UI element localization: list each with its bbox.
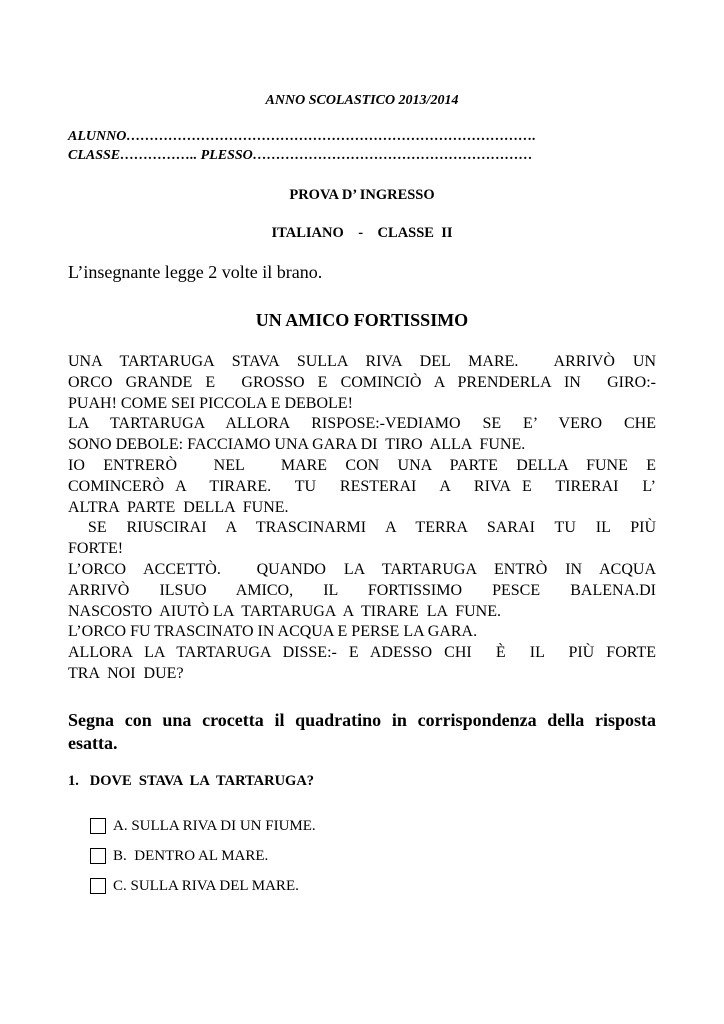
- story-title: UN AMICO FORTISSIMO: [255, 310, 469, 330]
- option-c-label: C. SULLA RIVA DEL MARE.: [113, 877, 299, 894]
- story-line: SONO DEBOLE: FACCIAMO UNA GARA DI TIRO ALLA FUNE.: [68, 436, 526, 454]
- story-line: NASCOSTO AIUTÒ LA TARTARUGA A TIRARE LA FUNE.: [68, 602, 501, 620]
- option-a-label: A. SULLA RIVA DI UN FIUME.: [113, 817, 316, 834]
- checkbox-square-icon[interactable]: [90, 818, 106, 834]
- story-line: FORTE!: [68, 540, 124, 558]
- answer-instructions: [68, 709, 656, 755]
- story-line: ALTRA PARTE DELLA FUNE.: [68, 498, 289, 516]
- story-line: COMINCERÒ A TIRARE. TU RESTERAI A RIVA E TIRERAI L’: [68, 477, 656, 495]
- story-line: PUAH! COME SEI PICCOLA E DEBOLE!: [68, 394, 353, 412]
- intro-instruction: L’insegnante legge 2 volte il brano.: [68, 262, 323, 282]
- test-subject: ITALIANO - CLASSE II: [271, 225, 453, 241]
- option-a[interactable]: [90, 815, 316, 837]
- story-line: L’ORCO ACCETTÒ. QUANDO LA TARTARUGA ENTRÒ IN ACQUA: [68, 560, 656, 578]
- story-line: ALLORA LA TARTARUGA DISSE:- E ADESSO CHI È IL PIÙ FORTE: [68, 644, 656, 662]
- story-line: L’ORCO FU TRASCINATO IN ACQUA E PERSE LA GARA.: [68, 623, 478, 641]
- checkbox-square-icon[interactable]: [90, 878, 106, 894]
- test-title: PROVA D’ INGRESSO: [289, 187, 435, 203]
- story-line: LA TARTARUGA ALLORA RISPOSE:-VEDIAMO SE E’ VERO CHE: [68, 415, 656, 433]
- instruction-line-1: Segna con una crocetta il quadratino in corrispondenza della risposta: [68, 710, 656, 730]
- checkbox-square-icon[interactable]: [90, 848, 106, 864]
- story-line: ORCO GRANDE E GROSSO E COMINCIÒ A PRENDERLA IN GIRO:-: [68, 373, 656, 391]
- option-b-label: B. DENTRO AL MARE.: [113, 847, 269, 864]
- story-line: IO ENTRERÒ NEL MARE CON UNA PARTE DELLA FUNE E: [68, 456, 656, 474]
- class-plesso-line: CLASSE…………….. PLESSO……………………………………………………: [68, 148, 533, 163]
- question-1: 1. DOVE STAVA LA TARTARUGA?: [68, 773, 315, 789]
- option-b[interactable]: [90, 845, 268, 867]
- story-line: SE RIUSCIRAI A TRASCINARMI A TERRA SARAI TU IL PIÙ: [68, 519, 656, 537]
- student-name-line: ALUNNO…………………………………………………………………………….: [68, 129, 536, 144]
- story-text: [68, 352, 656, 685]
- story-line: TRA NOI DUE?: [68, 664, 184, 682]
- instruction-line-2: esatta.: [68, 733, 118, 753]
- school-year: ANNO SCOLASTICO 2013/2014: [265, 93, 459, 108]
- option-c[interactable]: [90, 875, 299, 897]
- story-line: UNA TARTARUGA STAVA SULLA RIVA DEL MARE. ARRIVÒ UN: [68, 353, 656, 370]
- story-line: ARRIVÒ ILSUO AMICO, IL FORTISSIMO PESCE BALENA.DI: [68, 581, 656, 599]
